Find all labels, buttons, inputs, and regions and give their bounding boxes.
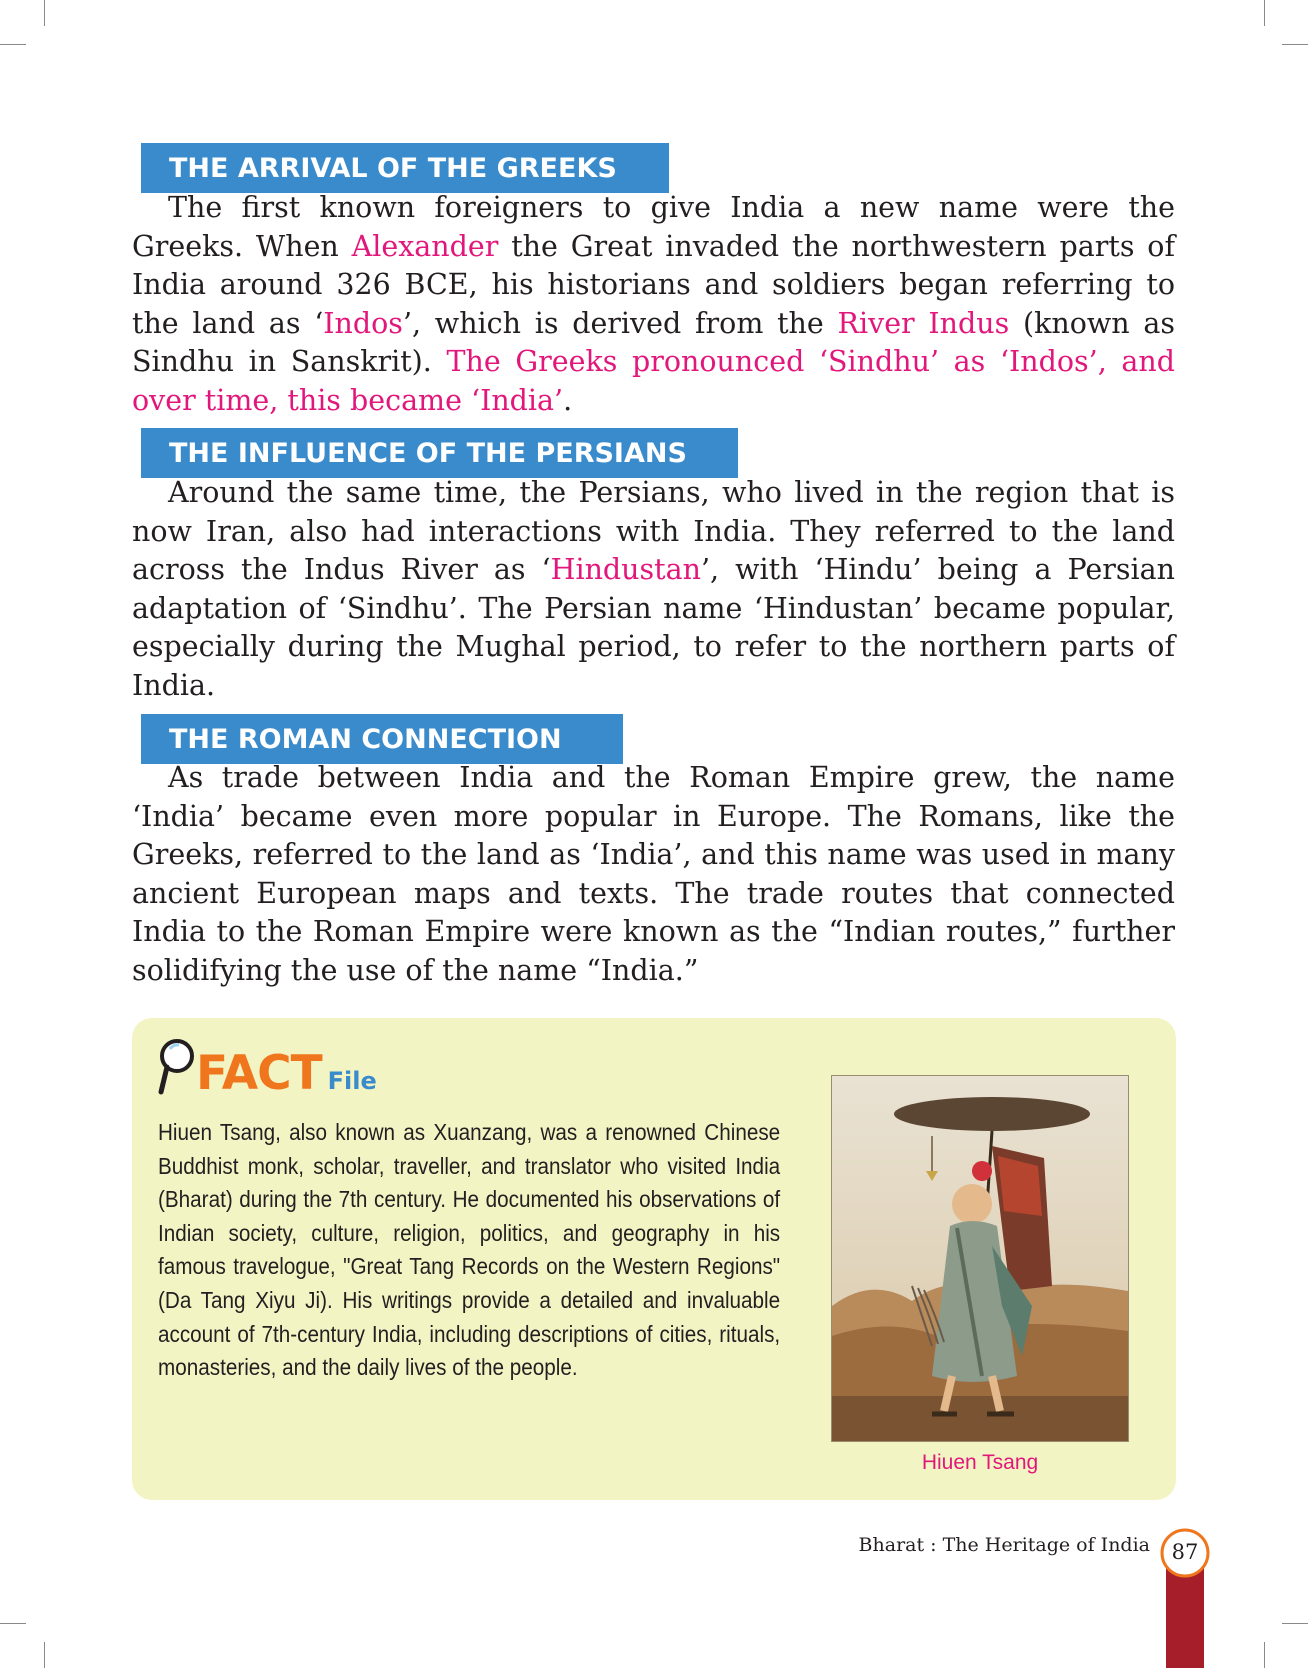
text-run: ’, which is derived from the <box>402 306 838 340</box>
paragraph-greeks <box>132 189 1175 420</box>
paragraph-romans <box>132 759 1175 990</box>
crop-mark <box>1282 44 1308 45</box>
text-run: ’, with ‘Hindu’ being a Persian adaptation of ‘Sindhu’. The Persian name ‘Hindustan’ became popular, especially during the Mughal period, to refer to the northern parts of India. <box>132 553 1175 702</box>
text-run: the Great invaded the northwestern parts of India around 326 BCE, his historians and soldiers began referring to the land as ‘ <box>132 229 1175 340</box>
crop-mark <box>44 1642 45 1668</box>
paragraph-persians <box>132 474 1175 705</box>
magnifier-icon <box>152 1036 198 1098</box>
fact-title-big: FACT <box>196 1046 322 1101</box>
page-number: 87 <box>1171 1540 1199 1564</box>
hiuen-tsang-portrait <box>831 1075 1129 1442</box>
crop-mark <box>1264 1642 1265 1668</box>
paragraph-indent <box>132 761 168 794</box>
section-heading-greeks: THE ARRIVAL OF THE GREEKS <box>141 143 669 193</box>
highlighted-term: Indos <box>323 306 403 340</box>
portrait-caption: Hiuen Tsang <box>921 1451 1039 1474</box>
paragraph-indent <box>132 191 168 224</box>
highlighted-term: River Indus <box>837 306 1010 340</box>
section-heading-persians: THE INFLUENCE OF THE PERSIANS <box>141 428 738 478</box>
highlighted-term: The Greeks pronounced ‘Sindhu’ as ‘Indos’, and over time, this became ‘India’ <box>132 345 1175 417</box>
crop-mark <box>44 0 45 26</box>
fact-file-title <box>196 1046 377 1106</box>
crop-mark <box>1282 1623 1308 1624</box>
highlighted-term: Alexander <box>351 229 499 263</box>
footer-book-title: Bharat : The Heritage of India <box>858 1534 1150 1556</box>
fact-title-small: File <box>327 1067 377 1095</box>
fact-file-text: Hiuen Tsang, also known as Xuanzang, was a renowned Chinese Buddhist monk, scholar, traveller, and translator who visited India (Bharat) during the 7th century. He documented his observations of Indian society, culture, religion, politics, and geography in his famous travelogue, "Great Tang Records on the Western Regions" (Da Tang Xiyu Ji). His writings provide a detailed and invaluable account of 7th-century India, including descriptions of cities, rituals, monasteries, and the daily lives of the people. <box>158 1119 781 1381</box>
crop-mark <box>0 44 26 45</box>
crop-mark <box>0 1623 26 1624</box>
text-run: Around the same time, the Persians, who lived in the region that is now Iran, also had interactions with India. They referred to the land across the Indus River as ‘ <box>132 476 1175 586</box>
text-run: The first known foreigners to give India a new name were the Greeks. When <box>132 191 1175 263</box>
paragraph-indent <box>132 476 168 509</box>
text-run: As trade between India and the Roman Empire grew, the name ‘India’ became even more popular in Europe. The Romans, like the Greeks, referred to the land as ‘India’, and this name was used in many ancient European maps and texts. The trade routes that connected India to the Roman Empire were known as the “Indian routes,” further solidifying the use of the name “India.” <box>132 761 1175 987</box>
text-run: . <box>563 383 573 417</box>
section-heading-romans: THE ROMAN CONNECTION <box>141 714 623 764</box>
crop-mark <box>1264 0 1265 26</box>
text-run: (known as Sindhu in Sanskrit). <box>132 306 1176 378</box>
highlighted-term: Hindustan <box>550 553 701 586</box>
